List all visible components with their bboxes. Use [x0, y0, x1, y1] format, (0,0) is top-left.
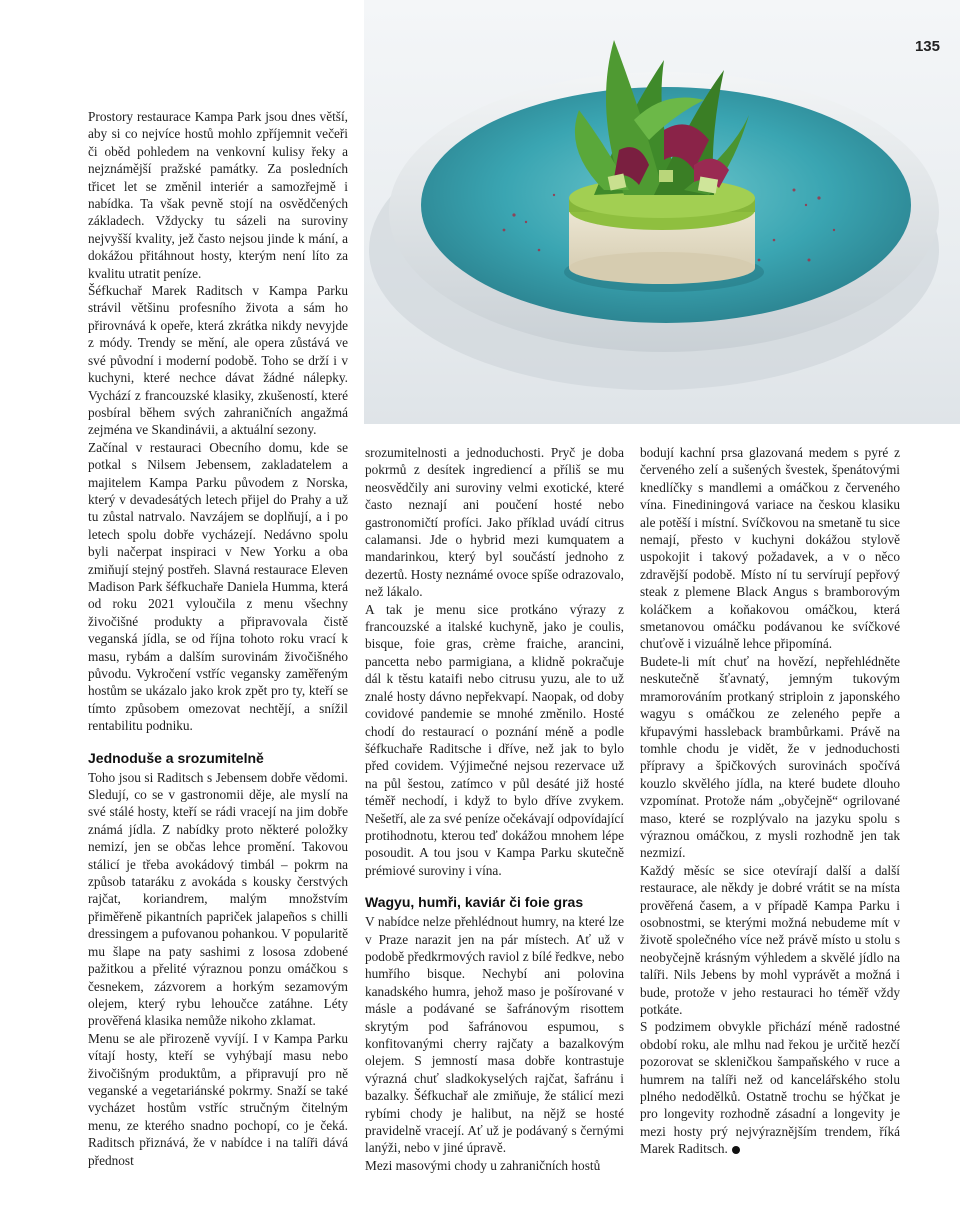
end-of-article-mark	[732, 1146, 740, 1154]
paragraph: srozumitelnosti a jednoduchosti. Pryč je doba pokrmů z desítek ingrediencí a příliš se mu neosvědčily ani suroviny velmi exotické, které často neznají ani poučení hosté nebo gastronomičtí profíci. Jako příklad uvádí citrus calamansi. Jde o hybrid mezi kumquatem a mandarinkou, který byl součástí jednoho z dezertů. Hosty neznámé ovoce spíše odrazovalo, než lákalo.	[365, 445, 624, 600]
paragraph: Šéfkuchař Marek Raditsch v Kampa Parku strávil většinu profesního života a sám ho přirovnává k opeře, která zkrátka nikdy nevyjde z módy. Trendy se mění, ale opera zůstává ve své původní i moderní podobě. Toho se drží i v kuchyni, které nechce dávat žádné nálepky. Vychází z francouzské klasiky, zkušeností, které posbíral během svých zahraničních angažmá zejména ve Skandinávii, a aktuální sezony.	[88, 283, 348, 438]
article-column-3	[640, 444, 900, 1158]
section-heading: Jednoduše a srozumitelně	[88, 749, 264, 766]
paragraph: Začínal v restauraci Obecního domu, kde se potkal s Nilsem Jebensem, zakladatelem a majitelem Kampa Parku původem z Norska, který v devadesátých letech přijel do Prahy a už tu zůstal natrvalo. Navzájem se doplňují, a i po letech spolu dobře vycházejí. Nedávno spolu byli načerpat inspiraci v New Yorku a oba zmiňují stejný postřeh. Slavná restaurace Eleven Madison Park šéfkuchaře Daniela Humma, která od roku 2021 vyloučila z menu všechny živočišné produkty a připravovala čistě veganská jídla, se od října tohoto roku vrací k masu, rybám a dalším surovinám živočišného původu. Vykročení vstříc vegansky zaměřeným hostům se ukázalo jako krok zpět pro ty, kteří se tímto způsobem omezovat nechtějí, a snížil rentabilitu podniku.	[88, 439, 348, 734]
paragraph: bodují kachní prsa glazovaná medem s pyré z červeného zelí a sušených švestek, špenátovými knedlíčky s mandlemi a omáčkou z červeného vína. Finediningová variace na českou klasiku ale potěší i místní. Svíčkovou na smetaně tu sice nemají, přesto v kuchyni dokážou stylově uspokojit i takový požadavek, a v o něco zdravější podobě. Místo ní tu servírují pepřový steak z plemene Black Angus s bramborovým koláčkem a koňakovou omáčkou, která smetanovou omáčku podávanou ke svíčkové chuťově i vizuálně lehce připomíná.	[640, 445, 900, 652]
paragraph: Toho jsou si Raditsch s Jebensem dobře vědomi. Sledují, co se v gastronomii děje, ale myslí na své stálé hosty, kteří se rádi vracejí na jim dobře známá jídla. Z nabídky proto některé položky nemizí, jen se občas lehce promění. Takovou stálicí je třeba avokádový timbál – pokrm na způsob tataráku z avokáda s kousky čerstvých rajčat, koriandrem, malým množstvím přiměřeně pikantních papriček jalapeños s chilli dressingem a pufovanou pohankou. V popularitě mu šlape na paty sashimi z lososa zdobené pažitkou a přelité výraznou ponzu omáčkou s česnekem, zázvorem a horkým sezamovým olejem, který rybu lehoučce zatáhne. Léty prověřená klasika nemůže nikoho zklamat.	[88, 769, 348, 1029]
paragraph: A tak je menu sice protkáno výrazy z francouzské a italské kuchyně, jako je coulis, bisque, foie gras, crème fraiche, arancini, pancetta nebo parmigiana, a klidně pokračuje dál k těstu kataifi nebo citrusu yuzu, ale to už znalé hosty dávno nepřekvapí. Naopak, od doby covidové pandemie se mnohé změnilo. Hosté chodí do restaurací o poznání méně a podle šéfkuchaře Raditsche i dříve, než jak to bylo před covidem. Výjimečné nejsou rezervace už na půl šestou, zatímco v půl desáté již hosté téměř nechodí, i když to bylo dříve zvykem. Nešetří, ale za své peníze očekávají odpovídající protihodnotu, kterou teď dokážou mnohem lépe posoudit. A tou jsou v Kampa Parku skutečně prémiové suroviny i vína.	[365, 601, 624, 878]
paragraph-final	[640, 1018, 900, 1157]
section-heading: Wagyu, humři, kaviár či foie gras	[365, 894, 584, 911]
paragraph: V nabídce nelze přehlédnout humry, na které lze v Praze narazit jen na pár místech. Ať už v podobě předkrmových raviol z bílé ředkve, nebo humřího bisque. Nechybí ani polovina kanadského humra, jehož maso je pošírované v másle a podávané se šafránovým risottem skrytým pod šafránovou espumou, s konfitovanými cherry rajčaty a bazalkovým olejem. S jemností masa dobře kontrastuje výrazná chuť sladkokyselých rajčat, šafránu i bazalky. Šéfkuchař ale zmiňuje, že stálicí mezi rybími chody je halibut, na nějž se hosté pravidelně vracejí. Ať už je podávaný s černými lanýži, nebo v jiné úpravě.	[365, 914, 624, 1156]
article-column-2	[365, 444, 624, 1174]
paragraph-text: S podzimem obvykle přichází méně radostné období roku, ale mlhu nad řekou je určitě hezčí pozorovat se skleničkou šampaňského v ruce a humrem na talíři než od kancelářského stolu plného nedodělků. Ostatně trochu se hýčkat je pro longevity rozhodně zásadní a longevity je mezi hosty prý nejvýraznějším trendem, říká Marek Raditsch.	[640, 1019, 900, 1157]
paragraph: Prostory restaurace Kampa Park jsou dnes větší, aby si co nejvíce hostů mohlo zpříjemnit večeři či oběd pohledem na venkovní kulisy řeky a nejznámější pražské památky. Za posledních třicet let se změnil interiér a samozřejmě i nabídka. Ta však pevně stojí na osvědčených základech. Vždycky tu sázeli na suroviny nejvyšší kvality, jež často nejsou jinde k mání, a dokážou přitáhnout hosty, kterým není líto za kvalitu utratit peníze.	[88, 109, 348, 281]
timbale-bottom	[569, 252, 755, 284]
dish-photo	[364, 0, 960, 424]
page-number: 135	[914, 38, 940, 55]
paragraph: Každý měsíc se sice otevírají další a další restaurace, ale někdy je dobré vrátit se na místa prověřená časem, a v případě Kampa Parku i osobnostmi, se kterými možná nebudeme mít v životě společného více než právě místo u stolu s neobyčejně krásným výhledem a skvělé jídlo na talíři. Nils Jebens by mohl vyprávět a možná i bude, protože v jeho restauraci ho téměř vždy potkáte.	[640, 862, 900, 1017]
paragraph: Budete-li mít chuť na hovězí, nepřehlédněte neskutečně šťavnatý, jemným tukovým mramorováním protkaný striploin z japonského wagyu s omáčkou ze zeleného pepře a křupavými hassleback brambůrkami. Právě na tomhle chodu je vidět, že v jednoduchosti přípravy a špičkových surovinách spočívá kouzlo skvělého jídla, na které budete dlouho vzpomínat. Protože nám „obyčejně“ ogrilované maso, které se rozplývalo na jazyku spolu s výraznou omáčkou, z mysli rozhodně jen tak nezmizí.	[640, 653, 900, 861]
paragraph: Menu se ale přirozeně vyvíjí. I v Kampa Parku vítají hosty, kteří se vyhýbají masu nebo živočišným produktům, a připravují pro ně veganské a vegetariánské pokrmy. Snaží se také vycházet hostům vstříc stručným čitelným menu, ze kterého snadno pochopí, co je čeká. Raditsch přiznává, že v nabídce i na talíři dává přednost	[88, 1030, 348, 1168]
dish-illustration	[364, 0, 960, 424]
article-column-1	[88, 108, 348, 1169]
paragraph: Mezi masovými chody u zahraničních hostů	[365, 1157, 601, 1173]
